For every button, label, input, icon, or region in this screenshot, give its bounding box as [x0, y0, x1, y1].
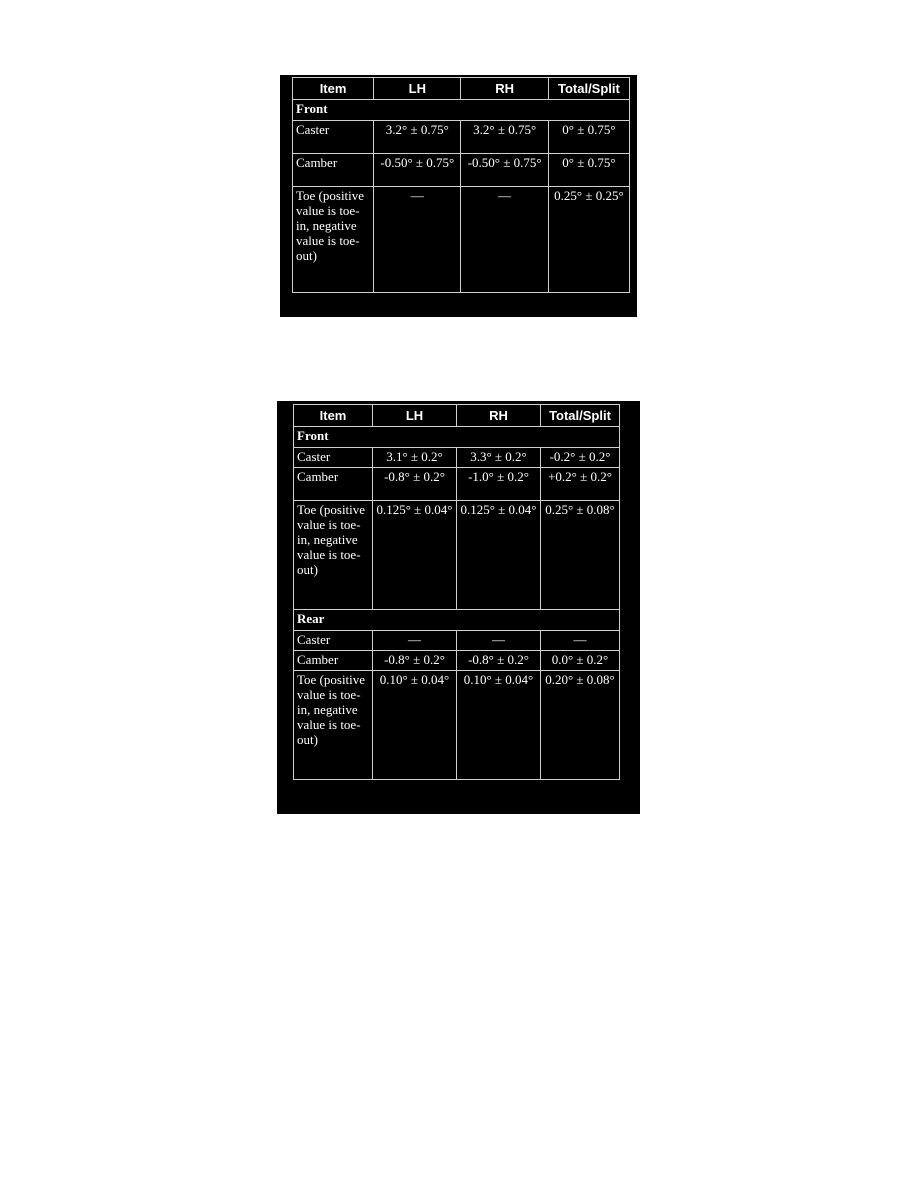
row-label-caster: Caster — [293, 121, 374, 154]
cell-total-split: +0.2° ± 0.2° — [541, 468, 620, 501]
cell-total-split: 0.25° ± 0.08° — [541, 501, 620, 610]
cell-total-split: 0.25° ± 0.25° — [548, 187, 629, 293]
header-item: Item — [293, 78, 374, 100]
alignment-spec-table-2 — [293, 404, 620, 780]
header-total-split: Total/Split — [541, 405, 620, 427]
alignment-spec-table-1-panel — [280, 75, 637, 317]
section-label-rear: Rear — [294, 610, 620, 631]
cell-total-split: 0.20° ± 0.08° — [541, 671, 620, 780]
section-label-front: Front — [294, 427, 620, 448]
section-row-front — [293, 100, 630, 121]
table-header-row — [294, 405, 620, 427]
header-rh: RH — [457, 405, 541, 427]
cell-rh: — — [461, 187, 548, 293]
cell-lh: -0.8° ± 0.2° — [373, 468, 457, 501]
cell-rh: -0.50° ± 0.75° — [461, 154, 548, 187]
table-row — [294, 448, 620, 468]
row-label-toe: Toe (positive value is toe-in, negative value is toe-out) — [294, 671, 373, 780]
cell-lh: 3.1° ± 0.2° — [373, 448, 457, 468]
cell-rh: 0.10° ± 0.04° — [457, 671, 541, 780]
row-label-caster: Caster — [294, 448, 373, 468]
cell-total-split: — — [541, 631, 620, 651]
cell-lh: — — [373, 631, 457, 651]
table-row — [293, 154, 630, 187]
cell-rh: 0.125° ± 0.04° — [457, 501, 541, 610]
header-lh: LH — [374, 78, 461, 100]
table-row — [294, 671, 620, 780]
section-label-front: Front — [293, 100, 630, 121]
table-row — [294, 651, 620, 671]
cell-total-split: 0° ± 0.75° — [548, 154, 629, 187]
cell-total-split: 0.0° ± 0.2° — [541, 651, 620, 671]
header-lh: LH — [373, 405, 457, 427]
table-row — [294, 468, 620, 501]
cell-lh: -0.50° ± 0.75° — [374, 154, 461, 187]
cell-total-split: 0° ± 0.75° — [548, 121, 629, 154]
cell-lh: 3.2° ± 0.75° — [374, 121, 461, 154]
table-row — [294, 501, 620, 610]
row-label-toe: Toe (positive value is toe-in, negative value is toe-out) — [294, 501, 373, 610]
row-label-camber: Camber — [294, 468, 373, 501]
alignment-spec-table-2-panel — [277, 401, 640, 814]
cell-lh: 0.125° ± 0.04° — [373, 501, 457, 610]
cell-rh: -0.8° ± 0.2° — [457, 651, 541, 671]
table-row — [294, 631, 620, 651]
table-row — [293, 187, 630, 293]
cell-rh: 3.3° ± 0.2° — [457, 448, 541, 468]
section-row-rear — [294, 610, 620, 631]
cell-lh: -0.8° ± 0.2° — [373, 651, 457, 671]
cell-total-split: -0.2° ± 0.2° — [541, 448, 620, 468]
cell-lh: — — [374, 187, 461, 293]
cell-rh: — — [457, 631, 541, 651]
row-label-camber: Camber — [293, 154, 374, 187]
row-label-caster: Caster — [294, 631, 373, 651]
table-header-row — [293, 78, 630, 100]
alignment-spec-table-1 — [292, 77, 630, 293]
cell-lh: 0.10° ± 0.04° — [373, 671, 457, 780]
cell-rh: -1.0° ± 0.2° — [457, 468, 541, 501]
cell-rh: 3.2° ± 0.75° — [461, 121, 548, 154]
header-total-split: Total/Split — [548, 78, 629, 100]
header-rh: RH — [461, 78, 548, 100]
table-row — [293, 121, 630, 154]
row-label-toe: Toe (positive value is toe-in, negative value is toe-out) — [293, 187, 374, 293]
section-row-front — [294, 427, 620, 448]
row-label-camber: Camber — [294, 651, 373, 671]
header-item: Item — [294, 405, 373, 427]
